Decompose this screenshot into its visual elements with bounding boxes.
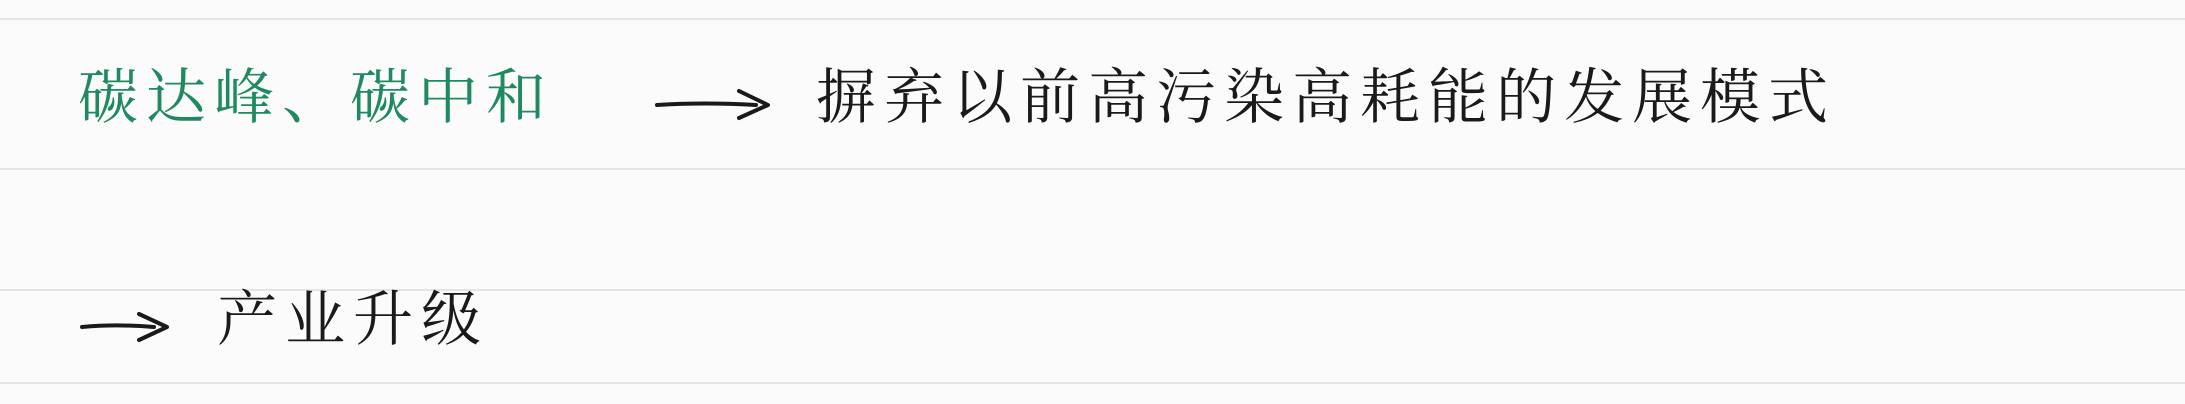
- ruled-line: [0, 18, 2185, 20]
- ruled-line: [0, 382, 2185, 384]
- handwritten-note-line-1: [78, 63, 1837, 133]
- handwritten-note-line-2: [80, 285, 490, 355]
- arrow-right-icon: [655, 71, 775, 131]
- carbon-goal-phrase: 碳达峰、碳中和: [78, 63, 554, 133]
- ruled-line: [0, 168, 2185, 170]
- arrow-right-icon: [80, 293, 172, 353]
- abandon-old-development-mode: 摒弃以前高污染高耗能的发展模式: [816, 63, 1837, 133]
- industrial-upgrade-phrase: 产业升级: [217, 285, 490, 355]
